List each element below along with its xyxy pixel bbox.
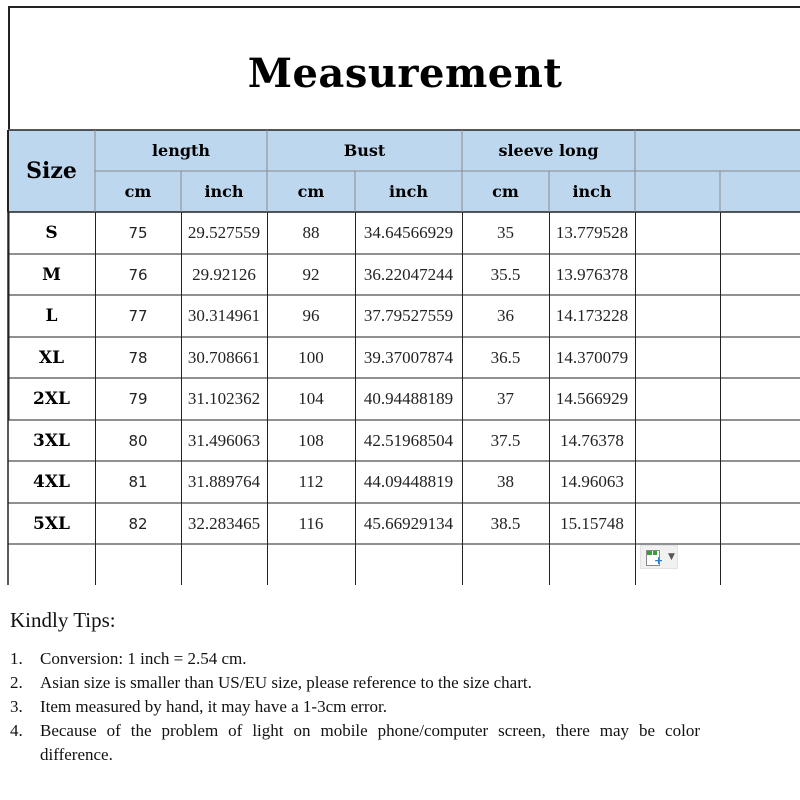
- table-cell: 78: [128, 348, 148, 367]
- kindly-tips: [10, 608, 790, 767]
- size-cell: S: [45, 223, 58, 243]
- table-cell: 29.527559: [187, 223, 261, 242]
- table-cell: 39.37007874: [363, 347, 454, 367]
- table-cell: 37.5: [490, 430, 521, 450]
- table-cell: 45.66929134: [363, 513, 454, 533]
- table-cell: 112: [298, 472, 324, 491]
- table-cell: 96: [302, 306, 320, 325]
- tip-number: 2.: [10, 673, 23, 692]
- unit-header: inch: [572, 182, 612, 201]
- table-cell: 38.5: [490, 513, 521, 533]
- table-cell: 13.779528: [555, 223, 629, 242]
- table-cell: 92: [302, 264, 320, 284]
- table-cell: 108: [298, 430, 324, 450]
- green-block: [647, 551, 652, 555]
- table-cell: 81: [128, 473, 148, 491]
- size-header: Size: [26, 158, 77, 184]
- table-cell: 75: [128, 224, 148, 242]
- size-cell: 3XL: [33, 430, 70, 451]
- tip-number: 3.: [10, 697, 23, 716]
- tip-text: Conversion: 1 inch = 2.54 cm.: [40, 649, 247, 668]
- unit-header: cm: [492, 182, 519, 201]
- table-cell: 100: [298, 347, 324, 367]
- table-cell: 77: [128, 307, 148, 325]
- size-cell: 4XL: [33, 472, 70, 492]
- table-cell: 32.283465: [187, 513, 261, 533]
- size-cell: XL: [38, 347, 65, 368]
- table-cell: 36.22047244: [363, 264, 454, 284]
- table-cell: 31.889764: [187, 472, 261, 491]
- unit-header: cm: [297, 182, 325, 201]
- table-cell: 42.51968504: [363, 430, 454, 450]
- table-cell: 37: [497, 389, 514, 408]
- table-cell: 29.92126: [192, 264, 256, 284]
- unit-header: inch: [204, 182, 244, 201]
- table-cell: 30.314961: [187, 306, 261, 325]
- group-header: length: [151, 141, 211, 160]
- table-cell: 35.5: [490, 264, 521, 284]
- size-cell: M: [42, 264, 61, 285]
- table-cell: 79: [128, 390, 148, 408]
- table-cell: 88: [302, 223, 320, 242]
- table-cell: 14.76378: [560, 430, 624, 450]
- size-cell: 5XL: [33, 513, 70, 534]
- chevron-down-icon: ▼: [668, 552, 675, 562]
- table-cell: 35: [497, 223, 514, 242]
- unit-header: cm: [124, 182, 152, 201]
- table-cell: 36.5: [490, 347, 521, 367]
- table-cell: 13.976378: [555, 264, 629, 284]
- paste-options-icon[interactable]: [640, 545, 678, 569]
- table-cell: 14.96063: [560, 472, 624, 491]
- table-cell: 14.370079: [555, 347, 629, 367]
- table-cell: 44.09448819: [363, 472, 454, 491]
- table-cell: 36: [497, 306, 514, 325]
- table-cell: 38: [497, 472, 514, 491]
- table-cell: 15.15748: [560, 513, 624, 533]
- table-cell: 14.566929: [555, 389, 629, 408]
- tip-text: Asian size is smaller than US/EU size, please reference to the size chart.: [40, 673, 532, 692]
- table-cell: 37.79527559: [363, 306, 454, 325]
- tip-number: 1.: [10, 649, 23, 668]
- table-cell: 82: [128, 514, 148, 533]
- table-cell: 34.64566929: [363, 223, 454, 242]
- tip-item: [10, 647, 790, 671]
- tip-text: Item measured by hand, it may have a 1-3cm error.: [40, 697, 387, 716]
- tip-text: Because of the problem of light on mobile phone/computer screen, there may be color difference.: [40, 721, 700, 764]
- table-cell: 104: [298, 389, 324, 408]
- table-cell: 76: [128, 265, 148, 284]
- plus-glyph: +: [654, 554, 664, 567]
- tips-title: Kindly Tips:: [10, 608, 116, 632]
- tip-item: [10, 719, 700, 767]
- group-header: sleeve long: [498, 141, 599, 160]
- tip-number: 4.: [10, 721, 23, 740]
- table-cell: 80: [128, 431, 148, 450]
- unit-header: inch: [388, 182, 429, 201]
- size-cell: L: [45, 306, 58, 326]
- page-title: Measurement: [247, 50, 563, 97]
- table-cell: 116: [298, 513, 324, 533]
- tip-item: [10, 695, 790, 719]
- group-header: Bust: [343, 141, 386, 160]
- table-cell: 31.102362: [187, 389, 261, 408]
- size-cell: 2XL: [33, 389, 70, 409]
- tip-item: [10, 671, 790, 695]
- table-cell: 30.708661: [187, 347, 261, 367]
- table-cell: 14.173228: [555, 306, 629, 325]
- table-cell: 40.94488189: [363, 389, 454, 408]
- table-cell: 31.496063: [187, 430, 261, 450]
